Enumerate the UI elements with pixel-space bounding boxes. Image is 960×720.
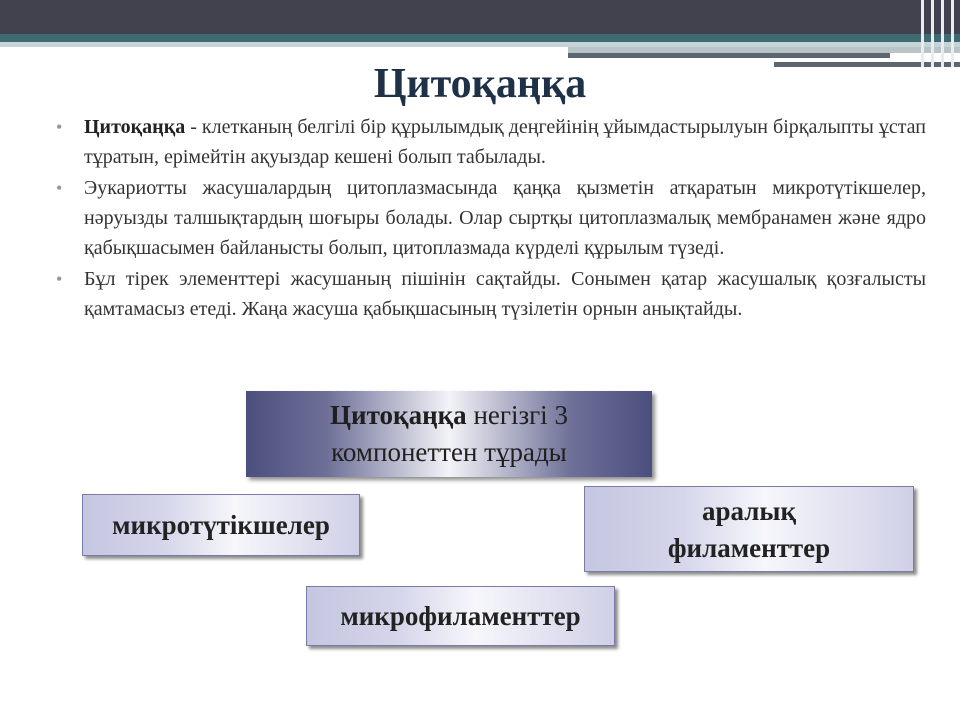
bullet-icon: •: [56, 117, 63, 137]
component-label: микрофиламенттер: [340, 601, 581, 631]
component-label-line1: аралық: [701, 496, 797, 526]
component-label-line2: филаменттер: [667, 533, 831, 563]
bullet-text: Бұл тірек элементтері жасушаның пішінін сақтайды. Сонымен қатар жасушалық қозғалысты қамтамасыз етеді. Жаңа жасуша қабықшасының түзілетін орнын анықтайды.: [84, 268, 926, 320]
component-intermediate-filaments: [584, 486, 914, 572]
corner-stripe: [931, 0, 934, 67]
slide-title: Цитоқаңқа: [373, 61, 587, 107]
header-line2: компонеттен тұрады: [331, 437, 567, 467]
bullet-icon: •: [56, 178, 63, 198]
header-bold: Цитоқаңқа: [330, 400, 467, 430]
top-bar-dark: [0, 0, 960, 34]
bullet-icon: •: [56, 269, 63, 289]
component-label: микротүтікшелер: [112, 510, 330, 540]
bullet-item: [56, 264, 926, 324]
bullet-item: [56, 173, 926, 263]
component-microfilaments: [306, 586, 615, 646]
header-line1: негізгі 3: [466, 400, 568, 430]
corner-stripe: [921, 0, 924, 67]
bullet-text: - клетканың белгілі бір құрылымдық деңгейінің ұйымдастырылуын бірқалыпты ұстап тұратын, ерімейтін ақуыздар кешені болып табылады.: [84, 116, 926, 168]
top-bar-teal: [0, 34, 960, 42]
corner-stripe: [951, 0, 954, 67]
bullet-bold: Цитоқаңқа: [84, 116, 186, 138]
top-bar-slate: [568, 53, 890, 58]
components-header-box: [246, 391, 652, 477]
bullet-list: [56, 112, 926, 325]
corner-stripe: [941, 0, 944, 67]
bullet-item: [56, 112, 926, 172]
bullet-text: Эукариотты жасушалардың цитоплазмасында қаңқа қызметін атқаратын микротүтікшелер, нәруызды талшықтардың шоғыры болады. Олар сыртқы цитоплазмалық мембранамен және ядро қабықшасымен байланысты болып, цитоплазмада күрделі құрылым түзеді.: [84, 177, 926, 259]
component-microtubules: [82, 494, 360, 556]
